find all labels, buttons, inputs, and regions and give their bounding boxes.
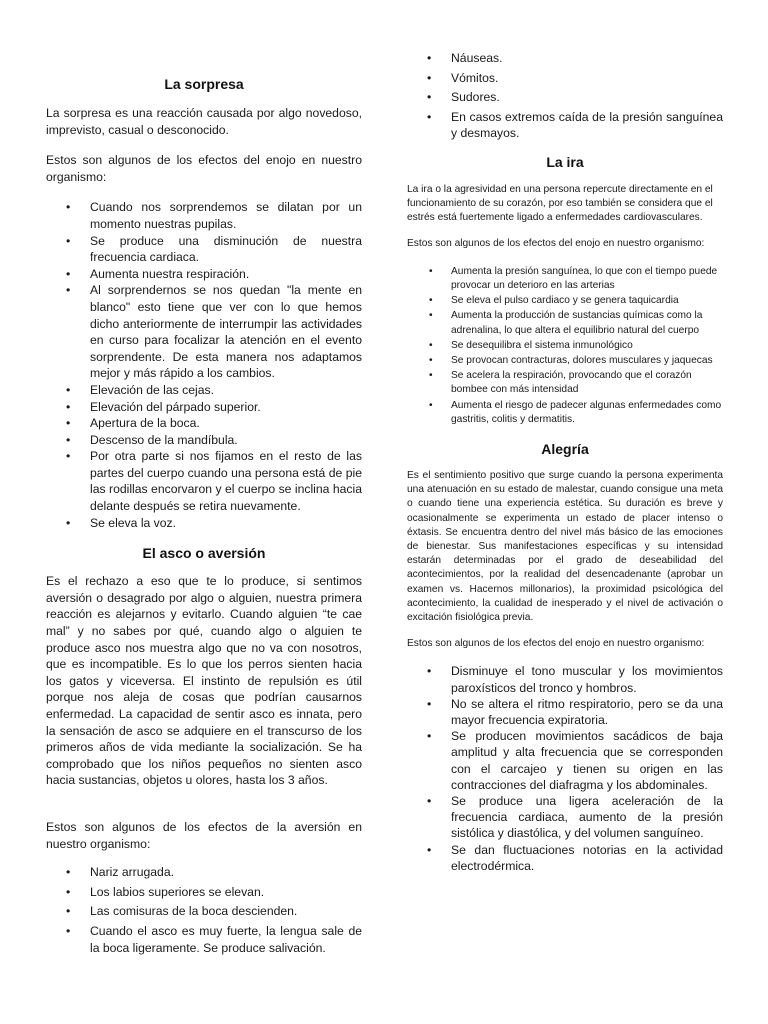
list-item: • Elevación del párpado superior.: [46, 399, 362, 416]
asco-effects-list: [46, 864, 362, 956]
list-item: • Aumenta la presión sanguínea, lo que con el tiempo puede provocar un deterioro en las arterias: [407, 265, 723, 293]
list-item: • Vómitos.: [407, 70, 723, 87]
sorpresa-effects-list: [46, 199, 362, 531]
section-title-asco: El asco o aversión: [142, 545, 266, 562]
list-item: • Por otra parte si nos fijamos en el resto de las partes del cuerpo cuando una persona está de pie las rodillas encorvaron y el cuerpo se inclina hacia delante después se retira nuevamente.: [46, 448, 362, 514]
ira-effects-lead: Estos son algunos de los efectos del enojo en nuestro organismo:: [407, 237, 705, 249]
left-column: [46, 0, 362, 956]
list-item: • Náuseas.: [407, 50, 723, 67]
list-item: • Los labios superiores se elevan.: [46, 884, 362, 901]
section-title-ira: La ira: [546, 153, 584, 170]
list-item: • Sudores.: [407, 89, 723, 106]
list-item: • Se provocan contracturas, dolores musculares y jaquecas: [407, 354, 723, 368]
section-title-sorpresa: La sorpresa: [164, 76, 244, 92]
alegria-section: [407, 441, 723, 874]
sorpresa-intro: La sorpresa es una reacción causada por algo novedoso, imprevisto, casual o desconocido.: [46, 106, 362, 137]
list-item: • Aumenta la producción de sustancias químicas como la adrenalina, lo que altera el equilibrio natural del cuerpo: [407, 309, 723, 337]
alegria-effects-list: [407, 663, 723, 874]
list-item: • Aumenta nuestra respiración.: [46, 266, 362, 283]
list-item: • Las comisuras de la boca descienden.: [46, 903, 362, 920]
list-item: • Se eleva la voz.: [46, 515, 362, 532]
list-item: • En casos extremos caída de la presión sanguínea y desmayos.: [407, 109, 723, 142]
sorpresa-effects-lead: Estos son algunos de los efectos del enojo en nuestro organismo:: [46, 153, 362, 184]
ira-effects-list: [407, 265, 723, 427]
list-item: • Se produce una ligera aceleración de la frecuencia cardiaca, aumento de la presión sistólica y diastólica, y del volumen sanguíneo.: [407, 793, 723, 842]
asco-effects-lead: Estos son algunos de los efectos de la aversión en nuestro organismo:: [46, 819, 362, 851]
asco-body: Es el rechazo a eso que te lo produce, si sentimos aversión o desagrado por algo o alguien, nuestra primera reacción es alejarnos y evitarlo. Cuando alguien “te cae mal” y no sabes por qué, cuando algo o alguien te produce asco nos muestra algo que no va con nosotros, que es incompatible. Es lo que los perros sienten hacia los gatos y viceversa. El instinto de repulsión es útil porque nos aleja de cosas que podrían causarnos enfermedad. La capacidad de sentir asco es innata, pero la sensación de asco se adquiere en el transcurso de los primeros años de vida mediante la socialización. Se ha comprobado que los niños pequeños no sienten asco hacia sustancias, objetos u olores, hasta los 3 años.: [46, 574, 362, 788]
list-item: • Se eleva el pulso cardiaco y se genera taquicardia: [407, 294, 723, 308]
list-item: • Se dan fluctuaciones notorias en la actividad electrodérmica.: [407, 842, 723, 874]
ira-intro: La ira o la agresividad en una persona repercute directamente en el funcionamiento de su corazón, por eso también se considera que el estrés está fuertemente ligado a enfermedades cardiovasculares.: [407, 183, 713, 224]
right-column: [407, 0, 723, 874]
alegria-body: Es el sentimiento positivo que surge cuando la persona experimenta una atenuación en su estado de malestar, cuando consigue una meta o cuando tiene una experiencia estética. Su duración es breve y ocasionalmente se experimenta un estado de placer intenso o éxtasis. Se encuentra dentro del nivel más básico de las emociones de bienestar. Sus manifestaciones específicas y su intensidad estarán determinadas por el grado de deseabilidad del acontecimientos, por la realidad del desencadenante (aprobar un examen vs. Hacernos millonarios), la proximidad psicológica del acontecimiento, la cualidad de inesperado y el nivel de activación o excitación fisiológica previa.: [407, 470, 723, 624]
asco-effects-list-continued: [407, 50, 723, 142]
list-item: • Se produce una disminución de nuestra frecuencia cardiaca.: [46, 233, 362, 266]
list-item: • Se acelera la respiración, provocando que el corazón bombee con más intensidad: [407, 369, 723, 397]
list-item: • Elevación de las cejas.: [46, 382, 362, 399]
list-item: • Disminuye el tono muscular y los movimientos paroxísticos del tronco y hombros.: [407, 663, 723, 695]
list-item: • Al sorprendernos se nos quedan "la mente en blanco" esto tiene que ver con lo que hemos dicho anteriormente de interrumpir las actividades en curso para focalizar la atención en el evento sorprendente. De esta manera nos adaptamos mejor y más rápido a los cambios.: [46, 282, 362, 382]
list-item: • No se altera el ritmo respiratorio, pero se da una mayor frecuencia expiratoria.: [407, 696, 723, 728]
list-item: • Descenso de la mandíbula.: [46, 432, 362, 449]
list-item: • Nariz arrugada.: [46, 864, 362, 881]
ira-section: [407, 154, 723, 427]
alegria-effects-lead: Estos son algunos de los efectos del enojo en nuestro organismo:: [407, 638, 705, 650]
list-item: • Cuando el asco es muy fuerte, la lengua sale de la boca ligeramente. Se produce salivación.: [46, 923, 362, 956]
list-item: • Se producen movimientos sacádicos de baja amplitud y alta frecuencia que se corresponden con el carcajeo y tienen su origen en las contracciones del diafragma y los abdominales.: [407, 728, 723, 793]
list-item: • Se desequilibra el sistema inmunológico: [407, 339, 723, 353]
list-item: • Cuando nos sorprendemos se dilatan por un momento nuestras pupilas.: [46, 199, 362, 232]
section-title-alegria: Alegría: [541, 441, 589, 458]
list-item: • Apertura de la boca.: [46, 415, 362, 432]
list-item: • Aumenta el riesgo de padecer algunas enfermedades como gastritis, colitis y dermatitis.: [407, 399, 723, 427]
